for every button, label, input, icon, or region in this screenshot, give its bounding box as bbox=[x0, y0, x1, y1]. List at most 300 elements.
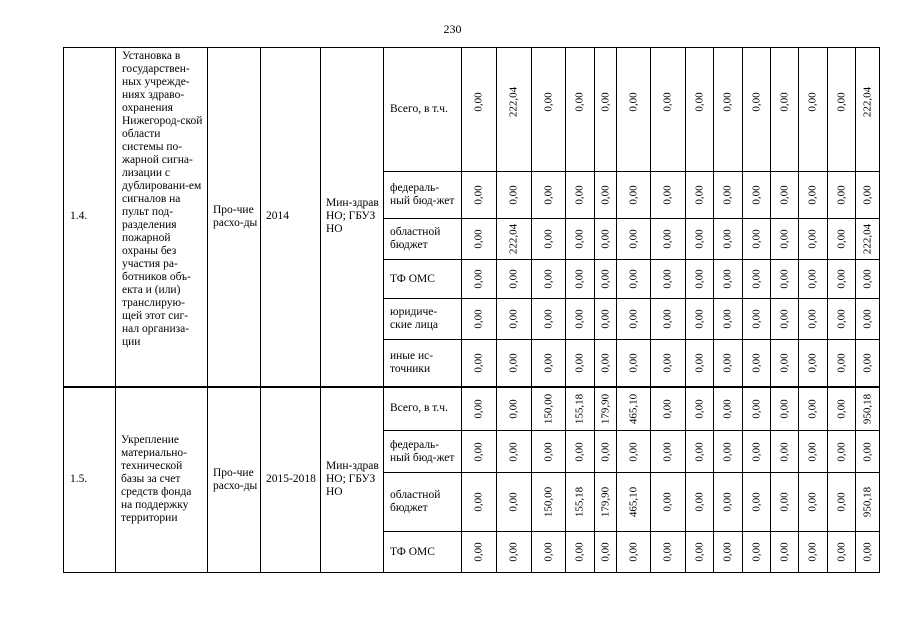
value-cell bbox=[532, 48, 566, 172]
value-cell bbox=[771, 172, 799, 219]
value-cell bbox=[686, 532, 714, 573]
value-text: 0,00 bbox=[750, 399, 762, 419]
value-cell bbox=[743, 473, 771, 532]
value-text: 0,00 bbox=[472, 353, 485, 373]
value-text: 0,00 bbox=[573, 92, 586, 112]
value-text: 0,00 bbox=[750, 185, 762, 205]
value-text: 222,04 bbox=[507, 86, 520, 118]
value-text: 0,00 bbox=[542, 309, 554, 329]
value-cell bbox=[617, 532, 651, 573]
value-cell bbox=[462, 48, 497, 172]
value-text: 0,00 bbox=[778, 399, 790, 419]
value-text: 0,00 bbox=[721, 92, 734, 112]
value-text: 0,00 bbox=[693, 229, 705, 249]
value-text: 0,00 bbox=[542, 441, 554, 462]
value-text: 0,00 bbox=[472, 269, 485, 289]
value-cell bbox=[566, 219, 595, 260]
value-cell bbox=[651, 260, 686, 299]
value-text: 0,00 bbox=[861, 542, 873, 562]
value-text: 155,18 bbox=[573, 486, 586, 518]
funding-source-label: областной бюджет bbox=[384, 473, 462, 532]
value-text: 0,00 bbox=[542, 542, 554, 562]
value-cell bbox=[617, 473, 651, 532]
value-text: 0,00 bbox=[573, 269, 586, 289]
funding-source-label: иные ис-точники bbox=[384, 340, 462, 387]
value-text: 0,00 bbox=[806, 92, 819, 112]
value-text: 0,00 bbox=[778, 92, 790, 112]
value-text: 0,00 bbox=[778, 441, 790, 462]
value-cell bbox=[686, 340, 714, 387]
value-text: 0,00 bbox=[693, 542, 705, 562]
value-cell bbox=[462, 260, 497, 299]
value-text: 0,00 bbox=[573, 441, 586, 462]
value-text: 0,00 bbox=[573, 229, 586, 249]
funding-source-label: ТФ ОМС bbox=[384, 260, 462, 299]
value-text: 0,00 bbox=[861, 353, 873, 373]
value-cell bbox=[651, 172, 686, 219]
value-cell bbox=[799, 260, 828, 299]
value-text: 0,00 bbox=[599, 229, 611, 249]
value-cell bbox=[828, 532, 856, 573]
value-text: 222,04 bbox=[507, 223, 520, 255]
value-text: 0,00 bbox=[472, 185, 485, 205]
value-text: 0,00 bbox=[806, 399, 819, 419]
value-cell bbox=[532, 219, 566, 260]
value-text: 0,00 bbox=[599, 353, 611, 373]
value-cell bbox=[617, 387, 651, 431]
value-text: 0,00 bbox=[806, 492, 819, 512]
value-cell bbox=[743, 172, 771, 219]
value-cell bbox=[771, 260, 799, 299]
value-cell bbox=[595, 260, 617, 299]
value-cell bbox=[799, 340, 828, 387]
value-cell bbox=[462, 431, 497, 473]
value-cell bbox=[532, 532, 566, 573]
value-cell bbox=[532, 431, 566, 473]
value-text: 0,00 bbox=[693, 399, 705, 419]
value-cell bbox=[714, 260, 743, 299]
value-cell bbox=[595, 219, 617, 260]
value-text: 0,00 bbox=[627, 269, 639, 289]
value-text: 0,00 bbox=[627, 353, 639, 373]
value-cell bbox=[595, 532, 617, 573]
value-cell bbox=[686, 260, 714, 299]
value-text: 0,00 bbox=[835, 229, 847, 249]
value-text: 0,00 bbox=[835, 441, 847, 462]
value-cell bbox=[743, 387, 771, 431]
value-cell bbox=[595, 48, 617, 172]
value-cell bbox=[856, 532, 880, 573]
value-text: 0,00 bbox=[661, 441, 674, 462]
value-text: 465,10 bbox=[627, 393, 639, 424]
value-cell bbox=[771, 340, 799, 387]
value-text: 0,00 bbox=[806, 441, 819, 462]
value-text: 0,00 bbox=[693, 309, 705, 329]
value-cell bbox=[566, 532, 595, 573]
value-text: 179,90 bbox=[599, 393, 611, 424]
value-cell bbox=[497, 299, 532, 340]
value-cell bbox=[714, 532, 743, 573]
value-cell bbox=[856, 172, 880, 219]
value-cell bbox=[566, 473, 595, 532]
value-cell bbox=[799, 48, 828, 172]
value-text: 0,00 bbox=[721, 399, 734, 419]
value-cell bbox=[799, 387, 828, 431]
value-cell bbox=[771, 299, 799, 340]
value-cell bbox=[743, 532, 771, 573]
value-text: 0,00 bbox=[507, 269, 520, 289]
value-text: 0,00 bbox=[507, 542, 520, 562]
value-text: 0,00 bbox=[573, 309, 586, 329]
value-cell bbox=[828, 299, 856, 340]
value-text: 0,00 bbox=[661, 542, 674, 562]
value-text: 155,18 bbox=[573, 393, 586, 424]
value-cell bbox=[714, 340, 743, 387]
value-text: 150,00 bbox=[542, 486, 554, 518]
page-number: 230 bbox=[443, 22, 462, 36]
value-cell bbox=[651, 219, 686, 260]
funding-source-label: ТФ ОМС bbox=[384, 532, 462, 573]
value-text: 0,00 bbox=[721, 185, 734, 205]
value-cell bbox=[595, 299, 617, 340]
value-text: 0,00 bbox=[542, 229, 554, 249]
value-cell bbox=[651, 532, 686, 573]
value-text: 0,00 bbox=[627, 542, 639, 562]
row-index: 1.5. bbox=[64, 387, 116, 573]
value-cell bbox=[771, 48, 799, 172]
value-cell bbox=[566, 340, 595, 387]
value-text: 0,00 bbox=[472, 441, 485, 462]
value-text: 0,00 bbox=[472, 399, 485, 419]
value-text: 0,00 bbox=[693, 492, 705, 512]
value-text: 0,00 bbox=[573, 353, 586, 373]
value-text: 0,00 bbox=[627, 441, 639, 462]
value-text: 0,00 bbox=[861, 309, 873, 329]
value-cell bbox=[799, 532, 828, 573]
value-cell bbox=[497, 387, 532, 431]
value-text: 0,00 bbox=[750, 353, 762, 373]
value-text: 0,00 bbox=[778, 492, 790, 512]
value-text: 0,00 bbox=[472, 309, 485, 329]
value-text: 0,00 bbox=[599, 92, 611, 112]
value-cell bbox=[828, 473, 856, 532]
value-cell bbox=[462, 172, 497, 219]
value-cell bbox=[462, 219, 497, 260]
value-text: 0,00 bbox=[750, 492, 762, 512]
value-text: 0,00 bbox=[806, 269, 819, 289]
value-cell bbox=[497, 340, 532, 387]
value-text: 0,00 bbox=[835, 92, 847, 112]
value-text: 0,00 bbox=[778, 269, 790, 289]
value-cell bbox=[686, 473, 714, 532]
value-text: 179,90 bbox=[599, 486, 611, 518]
value-cell bbox=[651, 473, 686, 532]
value-text: 0,00 bbox=[750, 92, 762, 112]
value-text: 0,00 bbox=[835, 353, 847, 373]
value-cell bbox=[617, 219, 651, 260]
budget-table bbox=[63, 47, 880, 573]
value-cell bbox=[462, 299, 497, 340]
value-text: 0,00 bbox=[721, 269, 734, 289]
value-cell bbox=[617, 431, 651, 473]
value-cell bbox=[532, 473, 566, 532]
value-cell bbox=[497, 260, 532, 299]
value-text: 0,00 bbox=[472, 229, 485, 249]
value-cell bbox=[497, 48, 532, 172]
funding-source-label: областной бюджет bbox=[384, 219, 462, 260]
executor: Мин-здрав НО; ГБУЗ НО bbox=[321, 48, 384, 387]
value-cell bbox=[799, 473, 828, 532]
value-text: 0,00 bbox=[573, 542, 586, 562]
value-text: 0,00 bbox=[661, 399, 674, 419]
value-cell bbox=[828, 219, 856, 260]
value-text: 0,00 bbox=[806, 309, 819, 329]
value-cell bbox=[651, 340, 686, 387]
value-text: 0,00 bbox=[750, 269, 762, 289]
value-text: 0,00 bbox=[599, 309, 611, 329]
value-cell bbox=[532, 299, 566, 340]
value-text: 950,18 bbox=[861, 486, 873, 518]
value-text: 0,00 bbox=[835, 492, 847, 512]
period: 2015-2018 bbox=[261, 387, 321, 573]
value-cell bbox=[799, 431, 828, 473]
value-cell bbox=[856, 48, 880, 172]
value-cell bbox=[856, 473, 880, 532]
value-text: 0,00 bbox=[627, 309, 639, 329]
value-text: 0,00 bbox=[661, 353, 674, 373]
value-cell bbox=[714, 48, 743, 172]
value-cell bbox=[743, 299, 771, 340]
value-text: 0,00 bbox=[835, 542, 847, 562]
value-cell bbox=[686, 172, 714, 219]
value-text: 0,00 bbox=[806, 353, 819, 373]
value-cell bbox=[651, 299, 686, 340]
value-text: 0,00 bbox=[507, 309, 520, 329]
value-text: 0,00 bbox=[806, 542, 819, 562]
value-text: 0,00 bbox=[721, 542, 734, 562]
value-cell bbox=[743, 219, 771, 260]
value-cell bbox=[771, 219, 799, 260]
value-cell bbox=[651, 431, 686, 473]
value-cell bbox=[828, 48, 856, 172]
value-cell bbox=[566, 48, 595, 172]
value-text: 0,00 bbox=[721, 441, 734, 462]
value-cell bbox=[651, 387, 686, 431]
value-text: 0,00 bbox=[661, 92, 674, 112]
expense-type: Про-чие расхо-ды bbox=[208, 48, 261, 387]
value-cell bbox=[714, 431, 743, 473]
value-text: 0,00 bbox=[599, 441, 611, 462]
value-cell bbox=[714, 172, 743, 219]
value-cell bbox=[532, 387, 566, 431]
value-text: 0,00 bbox=[861, 269, 873, 289]
value-cell bbox=[828, 172, 856, 219]
value-cell bbox=[566, 260, 595, 299]
funding-source-label: Всего, в т.ч. bbox=[384, 48, 462, 172]
measure-name: Установка в государствен-ных учрежде-ниях здраво-охранения Нижегород-ской области системы по-жарной сигна-лизации с дублировани-ем сигналов на пульт под-разделения пожарной охраны без участия ра-ботников объ-екта и (или) транслирую-щей этот сиг-нал организа-ции bbox=[116, 48, 208, 387]
value-text: 0,00 bbox=[599, 185, 611, 205]
value-cell bbox=[497, 431, 532, 473]
value-cell bbox=[828, 431, 856, 473]
measure-name: Укрепление материально-технической базы за счет средств фонда на поддержку территории bbox=[116, 387, 208, 573]
value-cell bbox=[771, 532, 799, 573]
value-text: 0,00 bbox=[778, 542, 790, 562]
value-cell bbox=[497, 473, 532, 532]
funding-source-label: федераль-ный бюд-жет bbox=[384, 172, 462, 219]
value-text: 0,00 bbox=[627, 92, 639, 112]
value-text: 0,00 bbox=[693, 92, 705, 112]
value-cell bbox=[617, 172, 651, 219]
value-text: 0,00 bbox=[542, 185, 554, 205]
value-text: 0,00 bbox=[661, 492, 674, 512]
value-cell bbox=[462, 340, 497, 387]
value-cell bbox=[743, 431, 771, 473]
funding-source-label: юридиче-ские лица bbox=[384, 299, 462, 340]
value-cell bbox=[686, 299, 714, 340]
value-cell bbox=[462, 387, 497, 431]
value-text: 0,00 bbox=[573, 185, 586, 205]
value-cell bbox=[686, 387, 714, 431]
value-text: 0,00 bbox=[599, 269, 611, 289]
value-text: 0,00 bbox=[778, 309, 790, 329]
value-text: 0,00 bbox=[721, 229, 734, 249]
value-cell bbox=[595, 473, 617, 532]
value-cell bbox=[651, 48, 686, 172]
value-text: 150,00 bbox=[542, 393, 554, 424]
value-text: 0,00 bbox=[661, 269, 674, 289]
value-cell bbox=[828, 260, 856, 299]
value-text: 0,00 bbox=[472, 492, 485, 512]
value-cell bbox=[714, 387, 743, 431]
value-text: 0,00 bbox=[661, 309, 674, 329]
value-text: 0,00 bbox=[721, 309, 734, 329]
value-text: 465,10 bbox=[627, 486, 639, 518]
value-cell bbox=[799, 299, 828, 340]
value-cell bbox=[617, 260, 651, 299]
value-text: 0,00 bbox=[542, 92, 554, 112]
value-text: 0,00 bbox=[472, 92, 485, 112]
value-text: 0,00 bbox=[693, 441, 705, 462]
value-cell bbox=[566, 172, 595, 219]
value-text: 0,00 bbox=[627, 185, 639, 205]
value-cell bbox=[566, 299, 595, 340]
value-text: 0,00 bbox=[627, 229, 639, 249]
value-text: 0,00 bbox=[835, 309, 847, 329]
value-cell bbox=[856, 260, 880, 299]
value-cell bbox=[617, 48, 651, 172]
value-cell bbox=[743, 340, 771, 387]
value-cell bbox=[856, 219, 880, 260]
value-text: 222,04 bbox=[861, 223, 873, 255]
value-text: 0,00 bbox=[721, 353, 734, 373]
value-cell bbox=[828, 340, 856, 387]
value-cell bbox=[532, 260, 566, 299]
value-cell bbox=[714, 473, 743, 532]
value-cell bbox=[743, 48, 771, 172]
value-cell bbox=[856, 299, 880, 340]
value-text: 0,00 bbox=[542, 353, 554, 373]
table-row bbox=[64, 387, 880, 431]
value-cell bbox=[462, 473, 497, 532]
table-row bbox=[64, 48, 880, 172]
expense-type: Про-чие расхо-ды bbox=[208, 387, 261, 573]
value-text: 0,00 bbox=[693, 353, 705, 373]
executor: Мин-здрав НО; ГБУЗ НО bbox=[321, 387, 384, 573]
value-cell bbox=[497, 172, 532, 219]
funding-source-label: федераль-ный бюд-жет bbox=[384, 431, 462, 473]
value-text: 0,00 bbox=[693, 269, 705, 289]
value-text: 0,00 bbox=[806, 185, 819, 205]
value-cell bbox=[595, 172, 617, 219]
value-cell bbox=[566, 387, 595, 431]
value-cell bbox=[462, 532, 497, 573]
value-text: 0,00 bbox=[693, 185, 705, 205]
value-text: 0,00 bbox=[661, 185, 674, 205]
value-cell bbox=[856, 387, 880, 431]
value-cell bbox=[799, 219, 828, 260]
value-text: 0,00 bbox=[472, 542, 485, 562]
value-text: 0,00 bbox=[778, 353, 790, 373]
value-text: 0,00 bbox=[778, 229, 790, 249]
value-text: 0,00 bbox=[599, 542, 611, 562]
row-index: 1.4. bbox=[64, 48, 116, 387]
value-text: 0,00 bbox=[861, 185, 873, 205]
value-text: 0,00 bbox=[835, 269, 847, 289]
period: 2014 bbox=[261, 48, 321, 387]
value-cell bbox=[532, 172, 566, 219]
value-cell bbox=[686, 431, 714, 473]
value-cell bbox=[714, 219, 743, 260]
value-cell bbox=[497, 532, 532, 573]
value-text: 0,00 bbox=[750, 229, 762, 249]
value-cell bbox=[617, 299, 651, 340]
value-text: 0,00 bbox=[721, 492, 734, 512]
funding-source-label: Всего, в т.ч. bbox=[384, 387, 462, 431]
value-cell bbox=[856, 431, 880, 473]
value-text: 0,00 bbox=[507, 185, 520, 205]
value-text: 0,00 bbox=[806, 229, 819, 249]
value-cell bbox=[771, 431, 799, 473]
value-text: 0,00 bbox=[507, 353, 520, 373]
value-cell bbox=[799, 172, 828, 219]
value-cell bbox=[532, 340, 566, 387]
value-cell bbox=[743, 260, 771, 299]
value-text: 0,00 bbox=[750, 441, 762, 462]
value-text: 0,00 bbox=[750, 309, 762, 329]
value-cell bbox=[828, 387, 856, 431]
value-cell bbox=[497, 219, 532, 260]
value-cell bbox=[771, 473, 799, 532]
value-cell bbox=[595, 340, 617, 387]
value-text: 0,00 bbox=[861, 441, 873, 462]
value-cell bbox=[595, 431, 617, 473]
value-text: 0,00 bbox=[542, 269, 554, 289]
table-body bbox=[64, 48, 880, 573]
value-text: 0,00 bbox=[750, 542, 762, 562]
value-cell bbox=[686, 219, 714, 260]
value-text: 222,04 bbox=[861, 86, 873, 118]
value-cell bbox=[595, 387, 617, 431]
value-text: 0,00 bbox=[778, 185, 790, 205]
value-cell bbox=[566, 431, 595, 473]
value-text: 0,00 bbox=[661, 229, 674, 249]
value-text: 0,00 bbox=[507, 441, 520, 462]
value-text: 0,00 bbox=[507, 399, 520, 419]
value-text: 0,00 bbox=[835, 185, 847, 205]
value-text: 0,00 bbox=[835, 399, 847, 419]
value-cell bbox=[686, 48, 714, 172]
value-cell bbox=[617, 340, 651, 387]
